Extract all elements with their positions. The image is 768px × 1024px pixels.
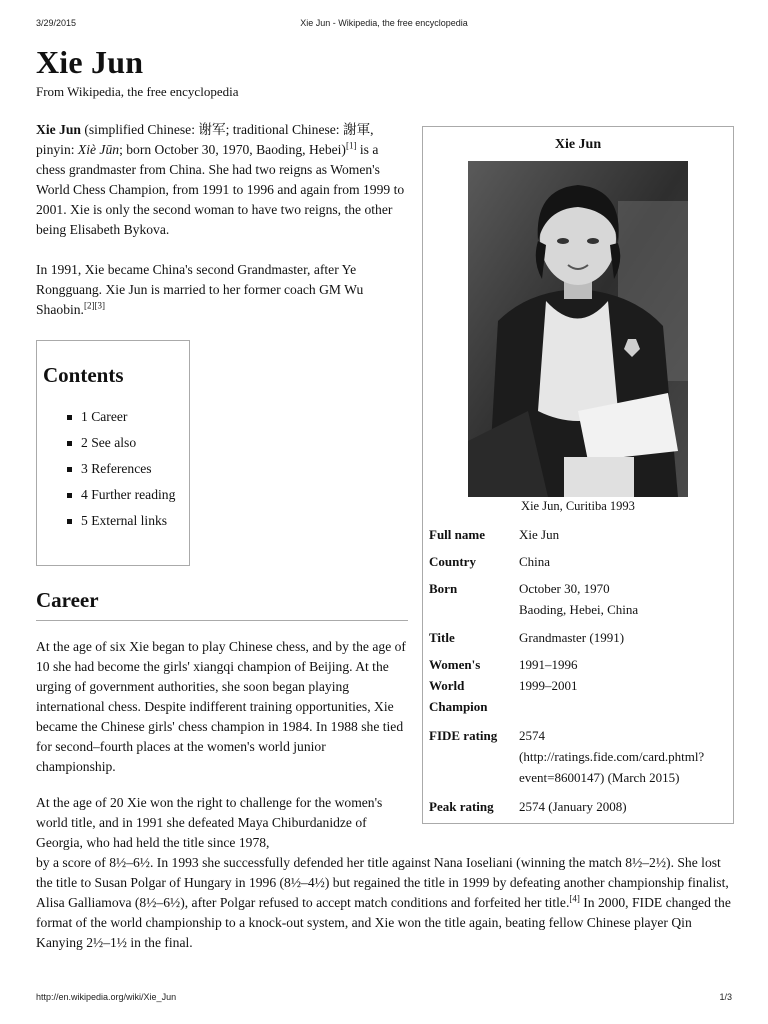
toc-item-label[interactable]: 1 Career bbox=[81, 409, 128, 424]
intro-paragraph-2 bbox=[36, 260, 408, 320]
rating-value: 2574 bbox=[519, 728, 545, 743]
label-line: Women's bbox=[429, 657, 481, 672]
intro-text: (simplified Chinese: bbox=[80, 122, 199, 137]
infobox-caption: Xie Jun bbox=[554, 137, 602, 152]
infobox-label: Title bbox=[429, 630, 455, 645]
country-link[interactable]: China bbox=[519, 554, 551, 569]
portrait-photo[interactable] bbox=[468, 161, 688, 497]
infobox-value: Grandmaster (1991) bbox=[519, 630, 625, 645]
paragraph-text: At the age of 20 Xie won the right to challenge for the women's world title, and in 1991 she defeated Maya Chiburdanidze of Georgia, who had held the title since 1978, bbox=[36, 795, 383, 850]
intro-name: Xie Jun bbox=[36, 122, 81, 137]
fide-card-link[interactable]: event=8600147) (March 2015) bbox=[519, 770, 680, 785]
infobox-row-fide-rating bbox=[429, 725, 727, 791]
bullet-icon bbox=[67, 415, 72, 420]
infobox bbox=[422, 126, 734, 824]
infobox-label: Peak rating bbox=[429, 799, 494, 814]
infobox-value bbox=[519, 654, 727, 696]
infobox-value: 2574 (January 2008) bbox=[519, 799, 627, 814]
print-doc-title: Xie Jun - Wikipedia, the free encyclopedia bbox=[300, 18, 468, 28]
born-place[interactable]: Baoding, Hebei, China bbox=[519, 602, 639, 617]
infobox-value bbox=[519, 578, 727, 620]
career-paragraph-1: At the age of six Xie began to play Chinese chess, and by the age of 10 she had become the girls' xiangqi champion of Beijing. At the urging of government authorities, she soon began playing international chess. Despite indifferent training opportunities, Xie became the Chinese girls' chess champion in 1984. In 1988 she tied for second–fourth places at the women's world junior championship. bbox=[36, 639, 406, 774]
paragraph-text: In 1991, Xie became China's second Grandmaster, after Ye Rongguang. Xie Jun is married to her former coach GM Wu Shaobin. bbox=[36, 262, 364, 317]
section-heading-career: Career bbox=[36, 588, 99, 612]
intro-text: ; born October 30, 1970, Baoding, Hebei) bbox=[119, 142, 346, 157]
infobox-row-peak-rating bbox=[429, 796, 727, 818]
infobox-row-full-name bbox=[429, 524, 727, 546]
reign-years: 1999–2001 bbox=[519, 678, 578, 693]
label-line: Champion bbox=[429, 699, 488, 714]
toc-item[interactable] bbox=[67, 482, 189, 508]
table-of-contents bbox=[36, 340, 190, 566]
print-url: http://en.wikipedia.org/wiki/Xie_Jun bbox=[36, 992, 177, 1002]
reference-link[interactable]: [2][3] bbox=[83, 300, 105, 311]
intro-text: , pinyin: bbox=[36, 122, 374, 157]
infobox-label bbox=[429, 654, 517, 717]
toc-item[interactable] bbox=[67, 508, 189, 534]
infobox-value bbox=[519, 725, 727, 788]
reign-years: 1991–1996 bbox=[519, 657, 578, 672]
toc-item-label[interactable]: 3 References bbox=[81, 461, 152, 476]
page-tagline: From Wikipedia, the free encyclopedia bbox=[36, 84, 239, 99]
toc-item[interactable] bbox=[67, 430, 189, 456]
pinyin-text: Xiè Jūn bbox=[77, 142, 120, 157]
page-number: 1/3 bbox=[719, 992, 732, 1002]
section-divider bbox=[36, 620, 408, 621]
infobox-row-born bbox=[429, 578, 727, 622]
infobox-label: FIDE rating bbox=[429, 728, 498, 743]
reference-link[interactable]: [4] bbox=[569, 893, 580, 904]
toc-item-label[interactable]: 2 See also bbox=[81, 435, 137, 450]
traditional-chinese-link[interactable]: 謝軍 bbox=[342, 122, 371, 137]
infobox-label: Full name bbox=[429, 527, 485, 542]
toc-list bbox=[43, 404, 189, 534]
print-date: 3/29/2015 bbox=[36, 18, 77, 28]
portrait-image bbox=[468, 161, 688, 497]
toc-heading: Contents bbox=[43, 363, 124, 387]
paragraph-text: In 2000, FIDE changed the format of the world championship to a knock-out system, and Xie won the title again, beating fellow Chinese player Qin Kanying 2½–1½ in the final. bbox=[36, 895, 731, 950]
born-date: October 30, 1970 bbox=[519, 581, 610, 596]
toc-item[interactable] bbox=[67, 404, 189, 430]
intro-paragraph bbox=[36, 120, 408, 240]
paragraph-text: by a score of 8½–6½. In 1993 she successfully defended her title against Nana Ioseliani (winning the match 8½–2½). She lost the title to Susan Polgar of Hungary in 1996 (8½–4½) but regained the title in 1999 by defeating another championship finalist, Alisa Galliamova (8½–6½), after Polgar refused to accept match conditions and forfeited her title. bbox=[36, 855, 729, 910]
page-title: Xie Jun bbox=[36, 44, 144, 80]
intro-text: is a chess grandmaster from China. She had two reigns as Women's World Chess Champion, from 1991 to 1996 and again from 1999 to 2001. Xie is only the second woman to have two reigns, the other being Elisabeth Bykova. bbox=[36, 142, 405, 237]
intro-text: ; traditional Chinese: bbox=[225, 122, 343, 137]
reference-link[interactable]: [1] bbox=[345, 140, 357, 151]
bullet-icon bbox=[67, 519, 72, 524]
toc-item-label[interactable]: 5 External links bbox=[81, 513, 168, 528]
infobox-row-world-champion bbox=[429, 654, 727, 720]
toc-item[interactable] bbox=[67, 456, 189, 482]
infobox-label: Born bbox=[429, 581, 458, 596]
fide-card-link[interactable]: (http://ratings.fide.com/card.phtml? bbox=[519, 749, 705, 764]
bullet-icon bbox=[67, 441, 72, 446]
simplified-chinese-link[interactable]: 谢军 bbox=[198, 122, 226, 137]
bullet-icon bbox=[67, 493, 72, 498]
bullet-icon bbox=[67, 467, 72, 472]
infobox-row-country bbox=[429, 551, 727, 573]
photo-caption: Xie Jun, Curitiba 1993 bbox=[521, 499, 635, 513]
label-line: World bbox=[429, 678, 465, 693]
toc-item-label[interactable]: 4 Further reading bbox=[81, 487, 176, 502]
infobox-value: Xie Jun bbox=[519, 527, 560, 542]
infobox-label: Country bbox=[429, 554, 476, 569]
infobox-row-title bbox=[429, 627, 727, 649]
